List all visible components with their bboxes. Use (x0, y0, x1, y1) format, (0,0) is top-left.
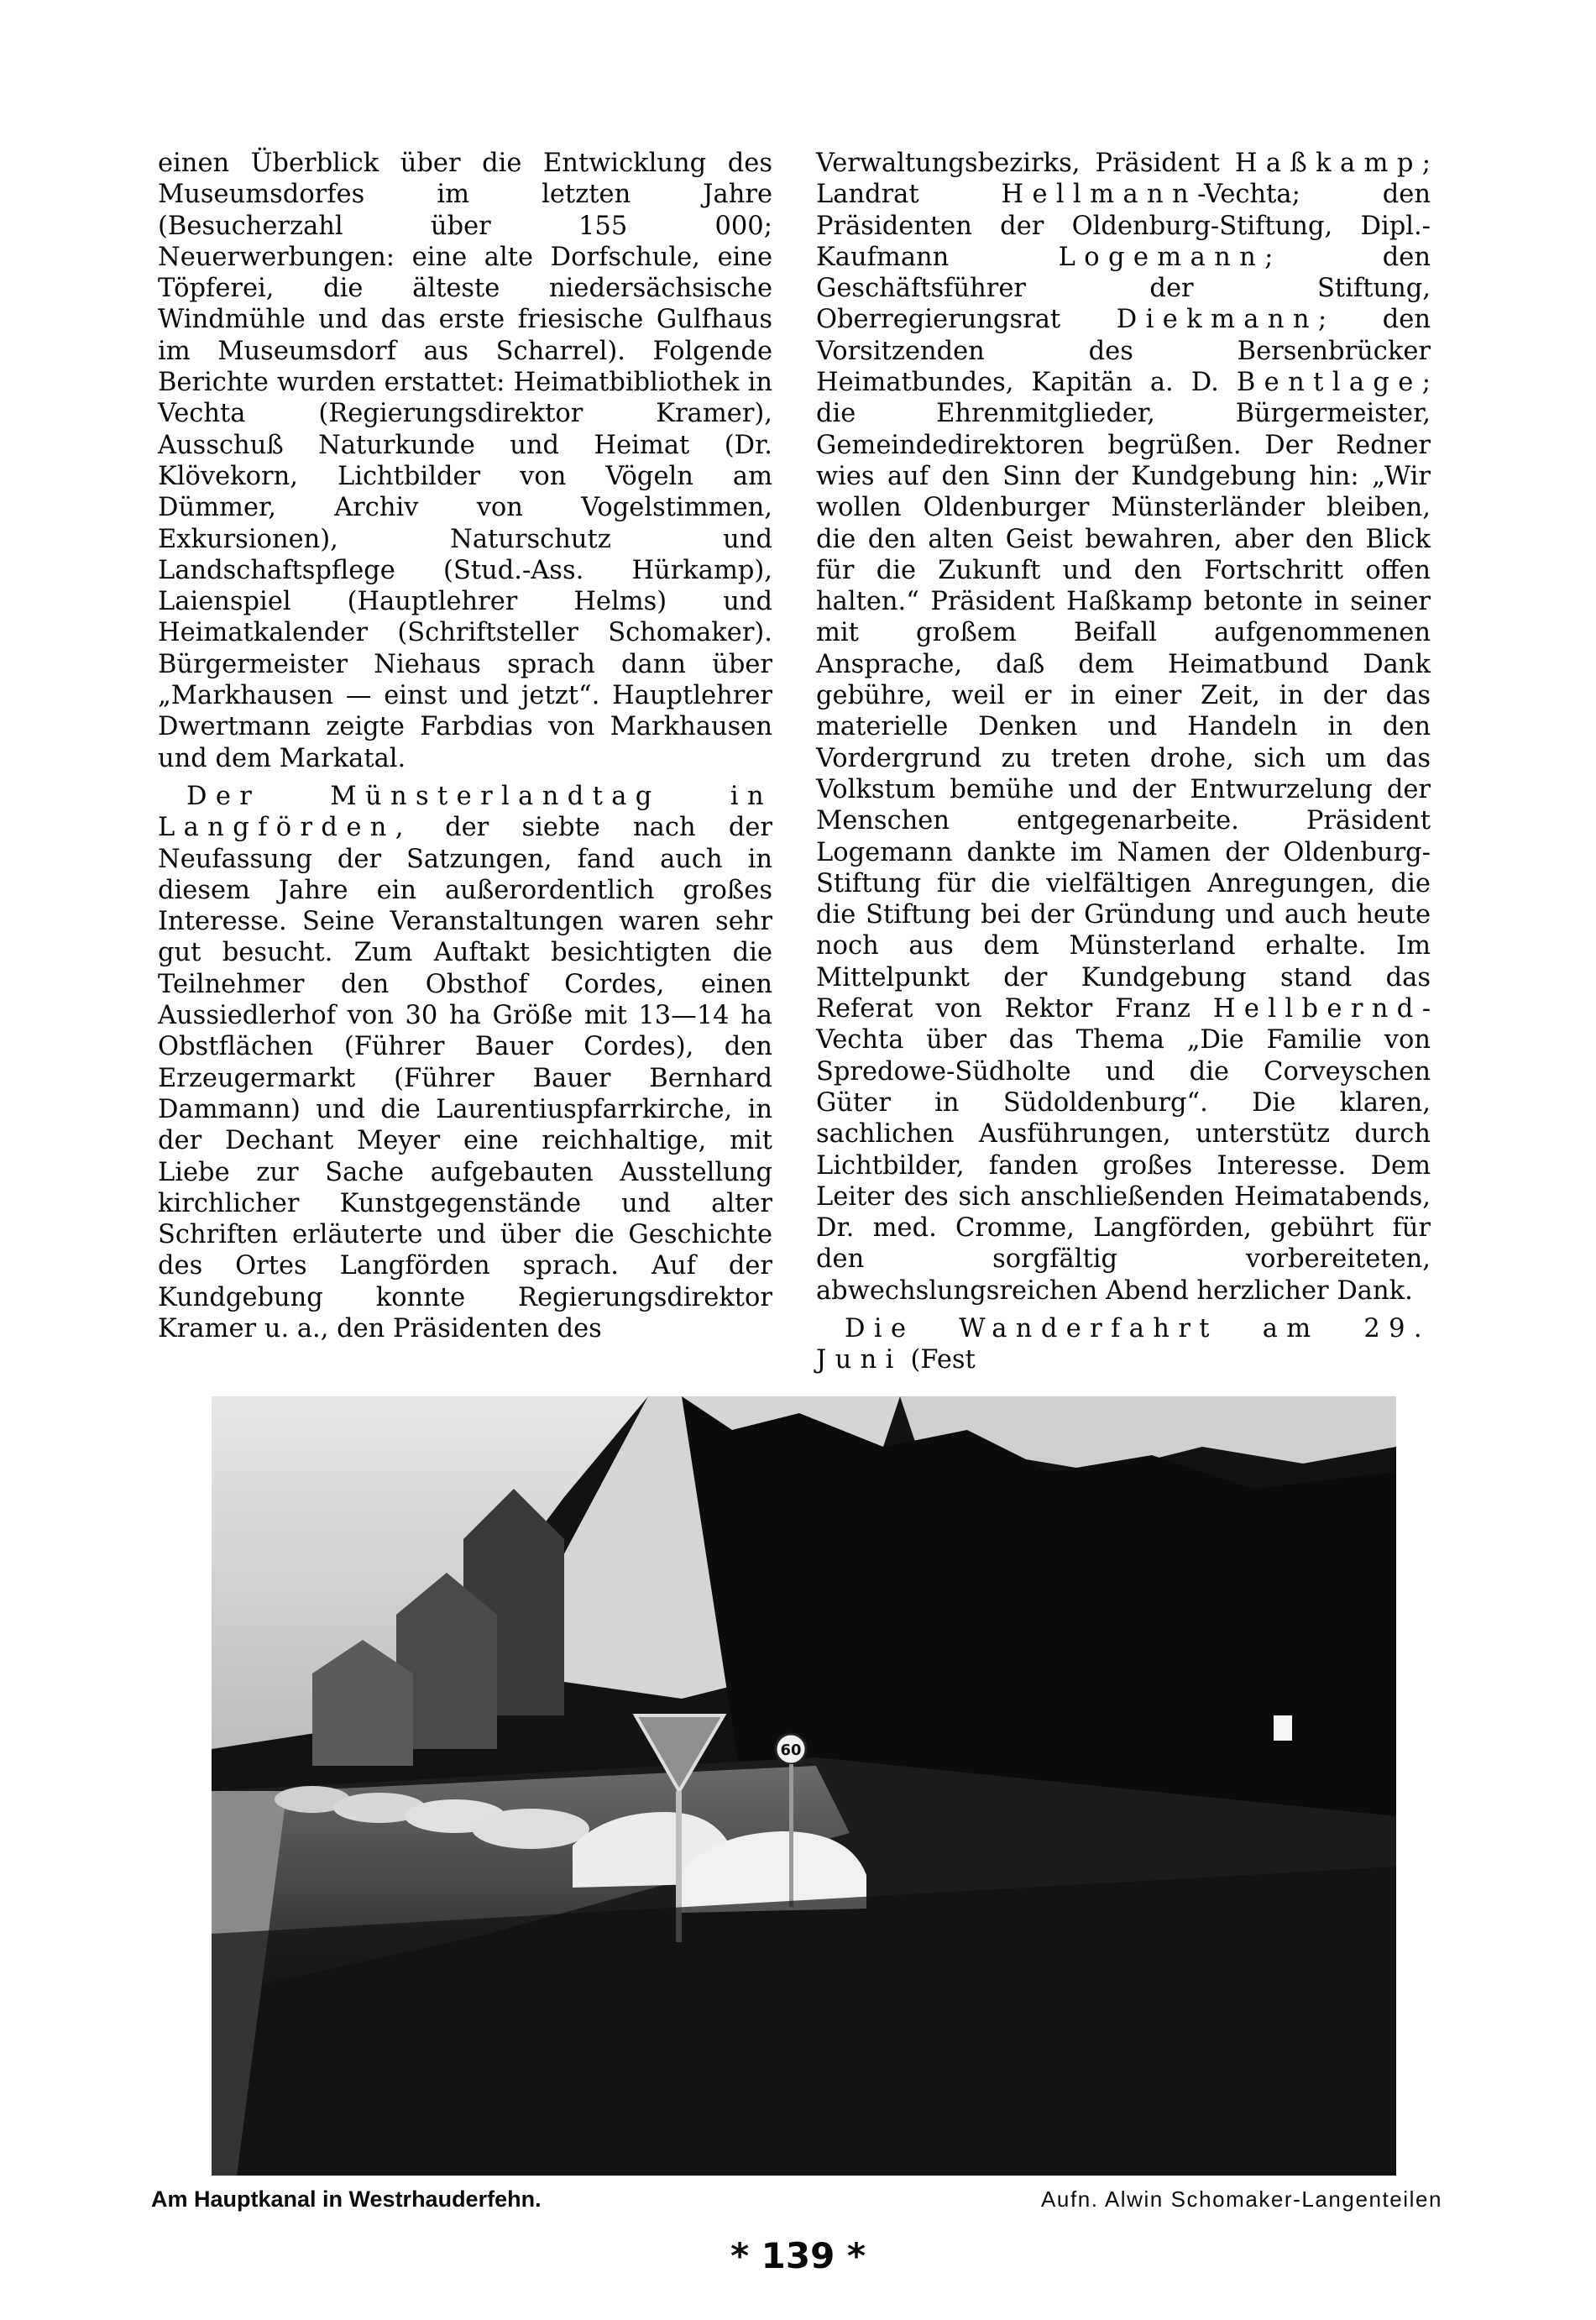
text-run: ; den Geschäftsführer der Stiftung, Oberregierungsrat (816, 242, 1431, 335)
text-run: ; den Vorsitzenden des Bersenbrücker Heimatbundes, Kapitän a. D. (816, 305, 1431, 398)
spaced-heading-wanderfahrt: Die Wanderfahrt am 29. Juni (816, 1313, 1431, 1375)
right-text-column (816, 148, 1431, 1376)
car (472, 1809, 589, 1849)
paragraph-wanderfahrt (816, 1313, 1431, 1376)
text-run: -Vechta; den Präsidenten der Oldenburg-Stiftung, Dipl.-Kaufmann (816, 180, 1431, 272)
spaced-name: Logemann (1058, 242, 1265, 272)
spaced-name: Hellbernd (1212, 994, 1422, 1024)
paragraph-kundgebung (816, 148, 1431, 1307)
paragraph-museumsdorf: einen Überblick über die Entwicklung des Museumsdorfes im letzten Jahre (Besucherzahl über 155 000; Neuerwerbungen: eine alte Dorfschule, eine Töpferei, die älteste niedersächsische Windmühle und das erste friesische Gulfhaus im Museumsdorf aus Scharrel). Folgende Berichte wurden erstattet: Heimatbibliothek in Vechta (Regierungsdirektor Kramer), Ausschuß Naturkunde und Heimat (Dr. Klövekorn, Lichtbilder von Vögeln am Dümmer, Archiv von Vogelstimmen, Exkursionen), Naturschutz und Landschaftspflege (Stud.-Ass. Hürkamp), Laienspiel (Hauptlehrer Helms) und Heimatkalender (Schriftsteller Schomaker). Bürgermeister Niehaus sprach dann über „Markhausen — einst und jetzt“. Hauptlehrer Dwertmann zeigte Farbdias von Markhausen und dem Markatal. (158, 149, 772, 773)
spaced-name: Haßkamp (1234, 149, 1422, 178)
paragraph-muensterlandtag (158, 781, 772, 1344)
left-text-column (158, 148, 772, 1344)
spaced-name: Diekmann (1116, 305, 1318, 335)
text-run: ; die Ehrenmitglieder, Bürgermeister, Gemeindedirektoren begrüßen. Der Redner wies auf den Sinn der Kundgebung hin: „Wir wollen Oldenburger Münsterländer bleiben, die den alten Geist bewahren, aber den Blick für die Zukunft und den Fortschritt offen halten.“ Präsident Haßkamp betonte in seiner mit großem Beifall aufgenommenen Ansprache, daß dem Heimatbund Dank gebühre, weil er in einer Zeit, in der das materielle Denken und Handeln in den Vordergrund zu treten drohe, sich um das Volkstum bemühe und der Entwurzelung der Menschen entgegenarbeite. Präsident Logemann dankte im Namen der Oldenburg-Stiftung für die vielfältigen Anregungen, die die Stiftung bei der Gründung und auch heute noch aus dem Münsterland erhalte. Im Mittelpunkt der Kundgebung stand das Referat von Rektor Franz (816, 368, 1431, 1024)
text-run: -Vechta über das Thema „Die Familie von Spredowe-Südholte und die Corveyschen Güter in Südoldenburg“. Die klaren, sachlichen Ausführungen, unterstütz durch Lichtbilder, fanden großes Interesse. Dem Leiter des sich anschließenden Heimatabends, Dr. med. Cromme, Langförden, gebührt für den sorgfältig vorbereiteten, abwechslungsreichen Abend herzlicher Dank. (816, 994, 1431, 1306)
photo-hauptkanal (212, 1396, 1396, 2176)
page-number: * 139 * (730, 2235, 866, 2276)
photo-credit: Aufn. Alwin Schomaker-Langenteilen (1041, 2186, 1442, 2212)
parking-sign (1274, 1715, 1292, 1741)
paragraph-muensterlandtag-text: der siebte nach der Neufassung der Satzungen, fand auch in diesem Jahre ein außerordentlich großes Interesse. Seine Veranstaltungen waren sehr gut besucht. Zum Auftakt besichtigten die Teilnehmer den Obsthof Cordes, einen Aussiedlerhof von 30 ha Größe mit 13—14 ha Obstflächen (Führer Bauer Cordes), den Erzeugermarkt (Führer Bauer Bernhard Dammann) und die Laurentiuspfarrkirche, in der Dechant Meyer eine reichhaltige, mit Liebe zur Sache aufgebauten Ausstellung kirchlicher Kunstgegenstände und alter Schriften erläuterte und über die Geschichte des Ortes Langförden sprach. Auf der Kundgebung konnte Regierungsdirektor Kramer u. a., den Präsidenten des (158, 813, 772, 1343)
spaced-heading-muensterlandtag: Der Münsterlandtag in Langförden, (158, 781, 772, 843)
spaced-name: Bentlage (1236, 368, 1422, 398)
text-run: Verwaltungsbezirks, Präsident (816, 149, 1235, 178)
text-run: ; Landrat (816, 149, 1431, 210)
speed-limit-label: 60 (780, 1741, 802, 1759)
paragraph-wanderfahrt-text: (Fest (902, 1345, 976, 1375)
spaced-name: Hellmann (1001, 180, 1198, 210)
sign-post (789, 1764, 793, 1907)
photo-caption: Am Hauptkanal in Westrhauderfehn. (151, 2186, 542, 2212)
photo-scene (212, 1396, 1396, 2176)
